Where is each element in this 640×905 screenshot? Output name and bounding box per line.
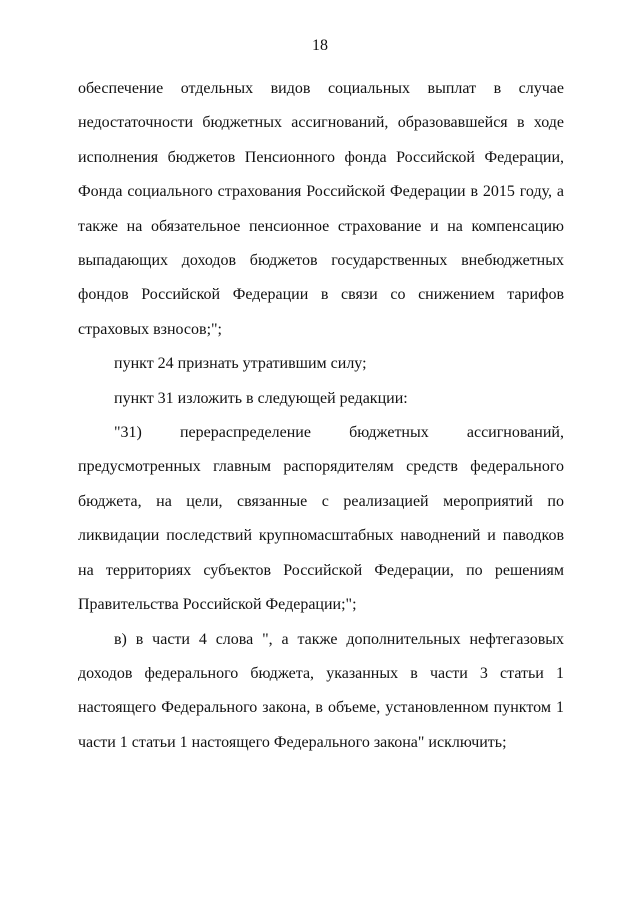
- paragraph-item-31-intro: пункт 31 изложить в следующей редакции:: [114, 389, 408, 407]
- paragraph-item-24: пункт 24 признать утратившим силу;: [114, 355, 367, 373]
- document-body: [78, 72, 564, 760]
- paragraph-continuation: обеспечение отдельных видов социальных выплат в случае недостаточности бюджетных ассигнований, образовавшейся в ходе исполнения бюджетов Пенсионного фонда Российской Федерации, Фонда социального страхования Российской Федерации в 2015 году, а также на обязательное пенсионное страхование и на компенсацию выпадающих доходов бюджетов государственных внебюджетных фондов Российской Федерации в связи со снижением тарифов страховых взносов;";: [78, 80, 564, 338]
- paragraph-item-31-text: "31) перераспределение бюджетных ассигнований, предусмотренных главным распорядителям средств федерального бюджета, на цели, связанные с реализацией мероприятий по ликвидации последствий крупномасштабных наводнений и паводков на территориях субъектов Российской Федерации, по решениям Правительства Российской Федерации;";: [78, 424, 564, 614]
- paragraph-part-4-amendment: в) в части 4 слова ", а также дополнительных нефтегазовых доходов федерального бюджета, указанных в части 3 статьи 1 настоящего Федерального закона, в объеме, установленном пунктом 1 части 1 статьи 1 настоящего Федерального закона" исключить;: [78, 630, 564, 751]
- page-number: 18: [312, 37, 328, 54]
